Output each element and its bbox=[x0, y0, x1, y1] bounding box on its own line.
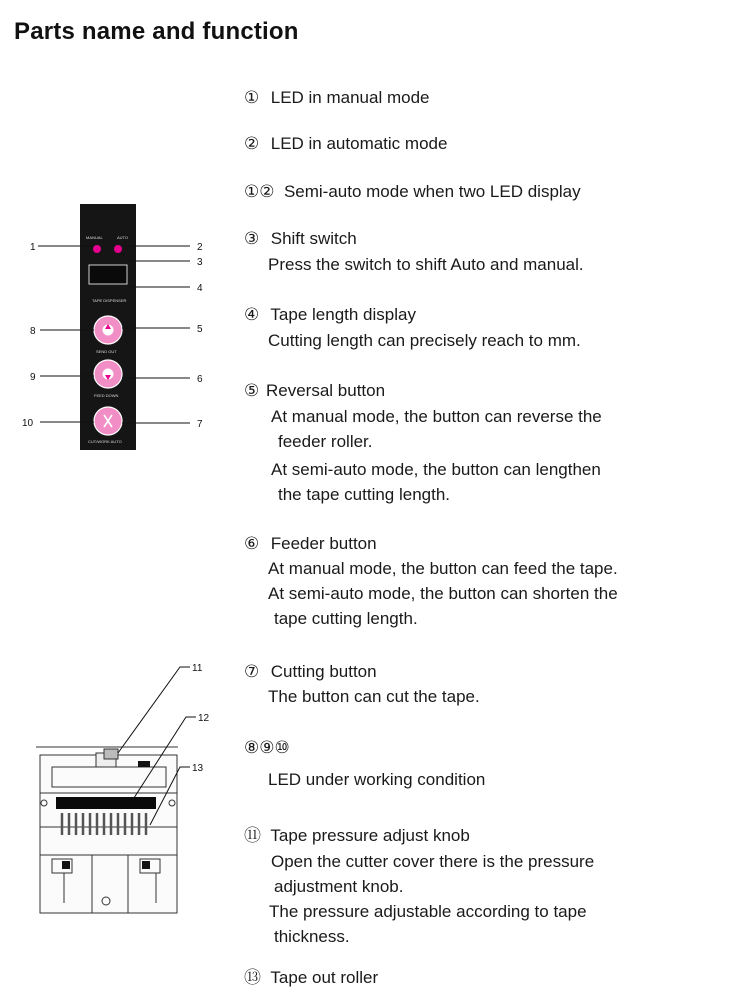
cutter-blade bbox=[56, 797, 156, 809]
item-line: Tape out roller bbox=[270, 968, 379, 987]
tape-length-display bbox=[89, 265, 127, 284]
callout-13: 13 bbox=[192, 763, 204, 774]
item-line: Cutting length can precisely reach to mm. bbox=[268, 331, 581, 350]
tape-pressure-knob bbox=[104, 749, 118, 759]
item-13 bbox=[244, 968, 378, 988]
item-line: At semi-auto mode, the button can lengthen bbox=[271, 460, 601, 479]
item-4 bbox=[244, 305, 581, 351]
item-line: At manual mode, the button can feed the tape. bbox=[268, 559, 618, 578]
item-number: ① bbox=[244, 88, 260, 107]
callout-6: 6 bbox=[197, 374, 203, 385]
item-line: Cutting button bbox=[270, 662, 377, 681]
auto-label: AUTO bbox=[117, 235, 129, 240]
callout-9: 9 bbox=[30, 372, 36, 383]
callout-1: 1 bbox=[30, 242, 36, 253]
item-line: LED under working condition bbox=[268, 770, 486, 789]
callout-8: 8 bbox=[30, 326, 36, 337]
callout-12: 12 bbox=[198, 713, 210, 724]
callout-2: 2 bbox=[197, 242, 203, 253]
item-number: ⑥ bbox=[244, 534, 260, 553]
item-line: Press the switch to shift Auto and manual. bbox=[268, 255, 584, 274]
item-11 bbox=[244, 826, 594, 947]
item-line: Feeder button bbox=[270, 534, 377, 553]
auto-led bbox=[114, 245, 122, 253]
callout-7: 7 bbox=[197, 419, 203, 430]
callout-10: 10 bbox=[22, 418, 34, 429]
item-line: the tape cutting length. bbox=[278, 485, 451, 504]
callout-5: 5 bbox=[197, 324, 203, 335]
feed-down-label: FEED DOWN bbox=[94, 393, 119, 398]
item-number: ④ bbox=[244, 305, 260, 324]
item-number: ①② bbox=[244, 182, 275, 201]
item-number: ③ bbox=[244, 229, 260, 248]
item-line: At semi-auto mode, the button can shorten the bbox=[268, 584, 618, 603]
item-number: ② bbox=[244, 134, 260, 153]
item-line: Open the cutter cover there is the pressure bbox=[271, 852, 595, 871]
item-line: Shift switch bbox=[270, 229, 357, 248]
item-8-9-10 bbox=[244, 738, 485, 790]
item-number: ⑪ bbox=[244, 826, 261, 845]
item-line: tape cutting length. bbox=[274, 609, 418, 628]
item-line: feeder roller. bbox=[278, 432, 373, 451]
item-line: Tape length display bbox=[270, 305, 416, 324]
item-number: ⑦ bbox=[244, 662, 260, 681]
control-panel-diagram bbox=[0, 190, 230, 470]
item-number: ⑧⑨⑩ bbox=[244, 738, 290, 757]
item-line: LED in automatic mode bbox=[270, 134, 448, 153]
cut-work-label: CUT/WORK AUTO bbox=[88, 439, 122, 444]
item-line: At manual mode, the button can reverse the bbox=[271, 407, 602, 426]
item-line: Reversal button bbox=[266, 381, 386, 400]
item-line: thickness. bbox=[274, 927, 350, 946]
item-number: ⑤ bbox=[244, 381, 260, 400]
item-line: Tape pressure adjust knob bbox=[270, 826, 470, 845]
manual-led bbox=[93, 245, 101, 253]
item-2 bbox=[244, 134, 447, 154]
item-3 bbox=[244, 229, 584, 275]
tape-dispenser-label: TAPE DISPENSER bbox=[92, 298, 127, 303]
send-out-label: SEND OUT bbox=[96, 349, 117, 354]
item-7 bbox=[244, 662, 480, 707]
callout-3: 3 bbox=[197, 257, 203, 268]
item-line: adjustment knob. bbox=[274, 877, 404, 896]
item-1 bbox=[244, 88, 430, 108]
item-5 bbox=[244, 381, 602, 505]
manual-label: MANUAL bbox=[86, 235, 103, 240]
callout-4: 4 bbox=[197, 283, 203, 294]
item-number: ⑬ bbox=[244, 968, 261, 987]
page-title: Parts name and function bbox=[14, 18, 299, 45]
item-line: The button can cut the tape. bbox=[268, 687, 480, 706]
item-line: The pressure adjustable according to tape bbox=[269, 902, 587, 921]
item-line: LED in manual mode bbox=[270, 88, 430, 107]
callout-11: 11 bbox=[192, 663, 203, 674]
machine-diagram bbox=[0, 655, 230, 920]
item-6 bbox=[244, 534, 618, 629]
item-1-2 bbox=[244, 182, 581, 202]
item-line: Semi-auto mode when two LED display bbox=[283, 182, 581, 201]
